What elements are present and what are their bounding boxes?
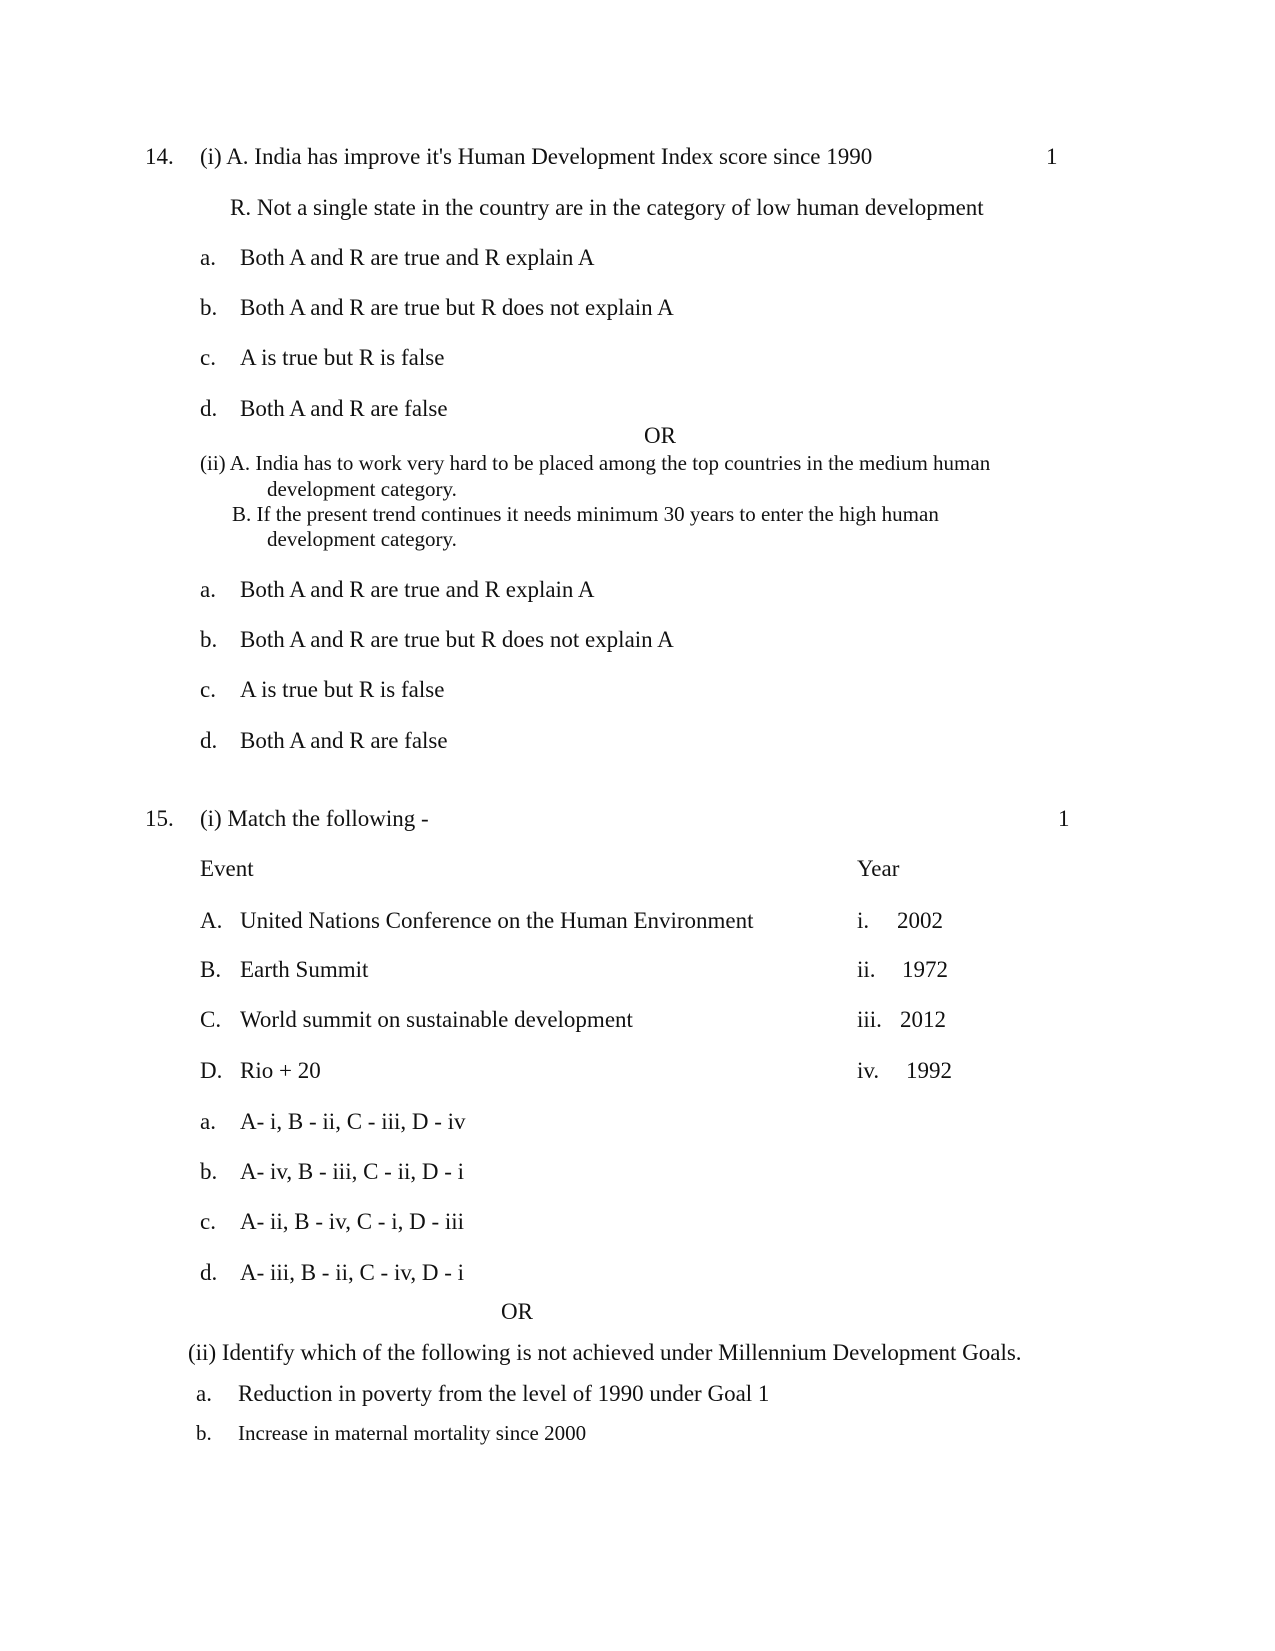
q14-marks: 1 [1046,144,1058,169]
q14-p2-statement-b-line1: B. If the present trend continues it needs minimum 30 years to enter the high human [232,502,939,526]
q15-row-a-year: 2002 [897,908,943,933]
q14-p1-option-b-letter: b. [200,295,218,320]
q14-p2-option-c-letter: c. [200,677,216,702]
q15-row-c-letter: C. [200,1007,222,1032]
q15-p1-option-a: A- i, B - ii, C - iii, D - iv [240,1109,466,1134]
q15-row-d-year: 1992 [906,1058,952,1083]
q15-marks: 1 [1058,806,1070,831]
q15-p2-prompt: (ii) Identify which of the following is not achieved under Millennium Development Goals. [188,1340,1022,1365]
q15-row-d-roman: iv. [857,1058,880,1083]
q14-or-label: OR [644,423,676,448]
q15-p1-option-c-letter: c. [200,1209,216,1234]
q15-p1-option-d: A- iii, B - ii, C - iv, D - i [240,1260,465,1285]
q15-number: 15. [145,806,174,831]
q15-row-b-letter: B. [200,957,222,982]
q15-p1-option-a-letter: a. [200,1109,216,1134]
q14-p1-option-c-letter: c. [200,345,216,370]
q14-p2-option-a: Both A and R are true and R explain A [240,577,595,602]
q15-col-event: Event [200,856,254,881]
q14-p1-option-a-letter: a. [200,245,216,270]
q15-p1-option-b-letter: b. [200,1159,218,1184]
q15-row-a-letter: A. [200,908,223,933]
q15-row-d-letter: D. [200,1058,223,1083]
q15-or-label: OR [501,1299,533,1324]
q15-p2-option-a-letter: a. [196,1381,212,1406]
q14-p2-option-b-letter: b. [200,627,218,652]
q14-p2-statement-b-line2: development category. [267,527,457,551]
q14-p2-option-b: Both A and R are true but R does not explain A [240,627,674,652]
q14-p1-option-d-letter: d. [200,396,218,421]
q15-col-year: Year [857,856,900,881]
q14-p2-statement-a-line2: development category. [267,477,457,501]
q15-p1-option-c: A- ii, B - iv, C - i, D - iii [240,1209,465,1234]
q15-row-b-roman: ii. [857,957,876,982]
q15-row-b-event: Earth Summit [240,957,369,982]
q15-p1-option-b: A- iv, B - iii, C - ii, D - i [240,1159,465,1184]
q14-p2-option-d: Both A and R are false [240,728,448,753]
q15-p2-option-b-letter: b. [196,1421,212,1445]
q14-p2-statement-a-line1: (ii) A. India has to work very hard to be placed among the top countries in the medium human [200,451,991,475]
q14-reason: R. Not a single state in the country are in the category of low human development [230,195,984,220]
q14-number: 14. [145,144,174,169]
q14-p1-option-c: A is true but R is false [240,345,445,370]
q15-row-a-roman: i. [857,908,870,933]
q15-row-b-year: 1972 [902,957,948,982]
q15-prompt: (i) Match the following - [200,806,429,831]
q15-row-d-event: Rio + 20 [240,1058,321,1083]
q14-p2-option-a-letter: a. [200,577,216,602]
q14-p1-option-b: Both A and R are true but R does not explain A [240,295,674,320]
q15-row-c-year: 2012 [900,1007,946,1032]
q14-p1-option-a: Both A and R are true and R explain A [240,245,595,270]
q15-row-c-roman: iii. [857,1007,882,1032]
q15-p1-option-d-letter: d. [200,1260,218,1285]
q15-p2-option-b: Increase in maternal mortality since 2000 [238,1421,587,1445]
q14-assertion: (i) A. India has improve it's Human Development Index score since 1990 [200,144,873,169]
q14-p2-option-d-letter: d. [200,728,218,753]
q15-row-c-event: World summit on sustainable development [240,1007,633,1032]
q14-p1-option-d: Both A and R are false [240,396,448,421]
q14-p2-option-c: A is true but R is false [240,677,445,702]
q15-p2-option-a: Reduction in poverty from the level of 1990 under Goal 1 [238,1381,770,1406]
q15-row-a-event: United Nations Conference on the Human Environment [240,908,754,933]
